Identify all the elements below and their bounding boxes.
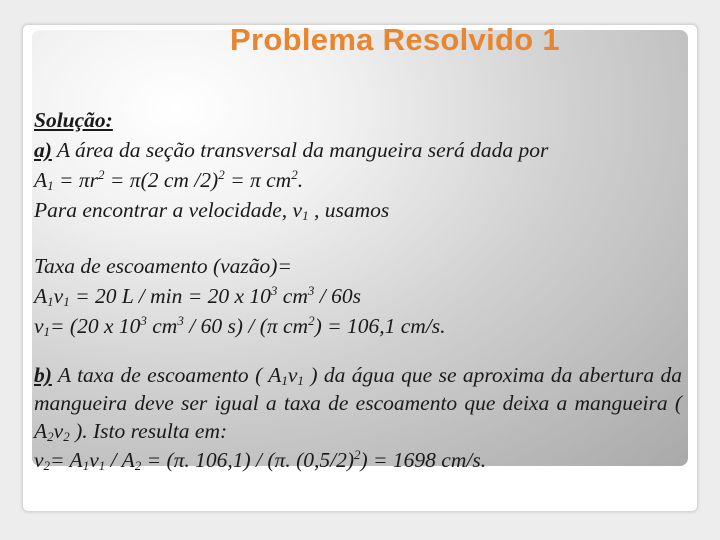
flow-rate-equation: $A_1v_1 = 20$ L / min = 20 x $10^3$ $cm^3 / 60s$ bbox=[34, 283, 361, 309]
flow-rate-label: Taxa de escoamento (vazão)= bbox=[34, 254, 292, 278]
part-a-intro: a) A área da seção transversal da mangueira será dada por bbox=[34, 138, 549, 162]
area-equation: $A_1 = \pi r^2 = \pi(2$ cm /2)$^2$ = π $cm^2$. bbox=[34, 167, 304, 193]
solution-label: Solução: bbox=[34, 108, 113, 132]
slide-title: Problema Resolvido 1 bbox=[230, 22, 560, 57]
velocity-intro: Para encontrar a velocidade, $v_1$ , usamos bbox=[34, 198, 390, 223]
velocity-equation: $v_1= (20$ x $10^3$ $cm^3 / 60$ s) / (π $cm^2) = 106,1$ cm/s. bbox=[34, 313, 446, 339]
slide-content bbox=[34, 105, 694, 475]
final-equation: $v_2= A_1v_1 / A_2 = (\pi$. 106,1) / (π. $(0,5/2)^2) = 1698$ cm/s. bbox=[34, 447, 487, 473]
part-b-paragraph: b) A taxa de escoamento ( $A_1v_1$ ) da água que se aproxima da abertura da mangueira deve ser igual a taxa de escoamento que deixa a mangueira ( $A_2v_2$ ). Isto resulta em: bbox=[34, 363, 682, 444]
